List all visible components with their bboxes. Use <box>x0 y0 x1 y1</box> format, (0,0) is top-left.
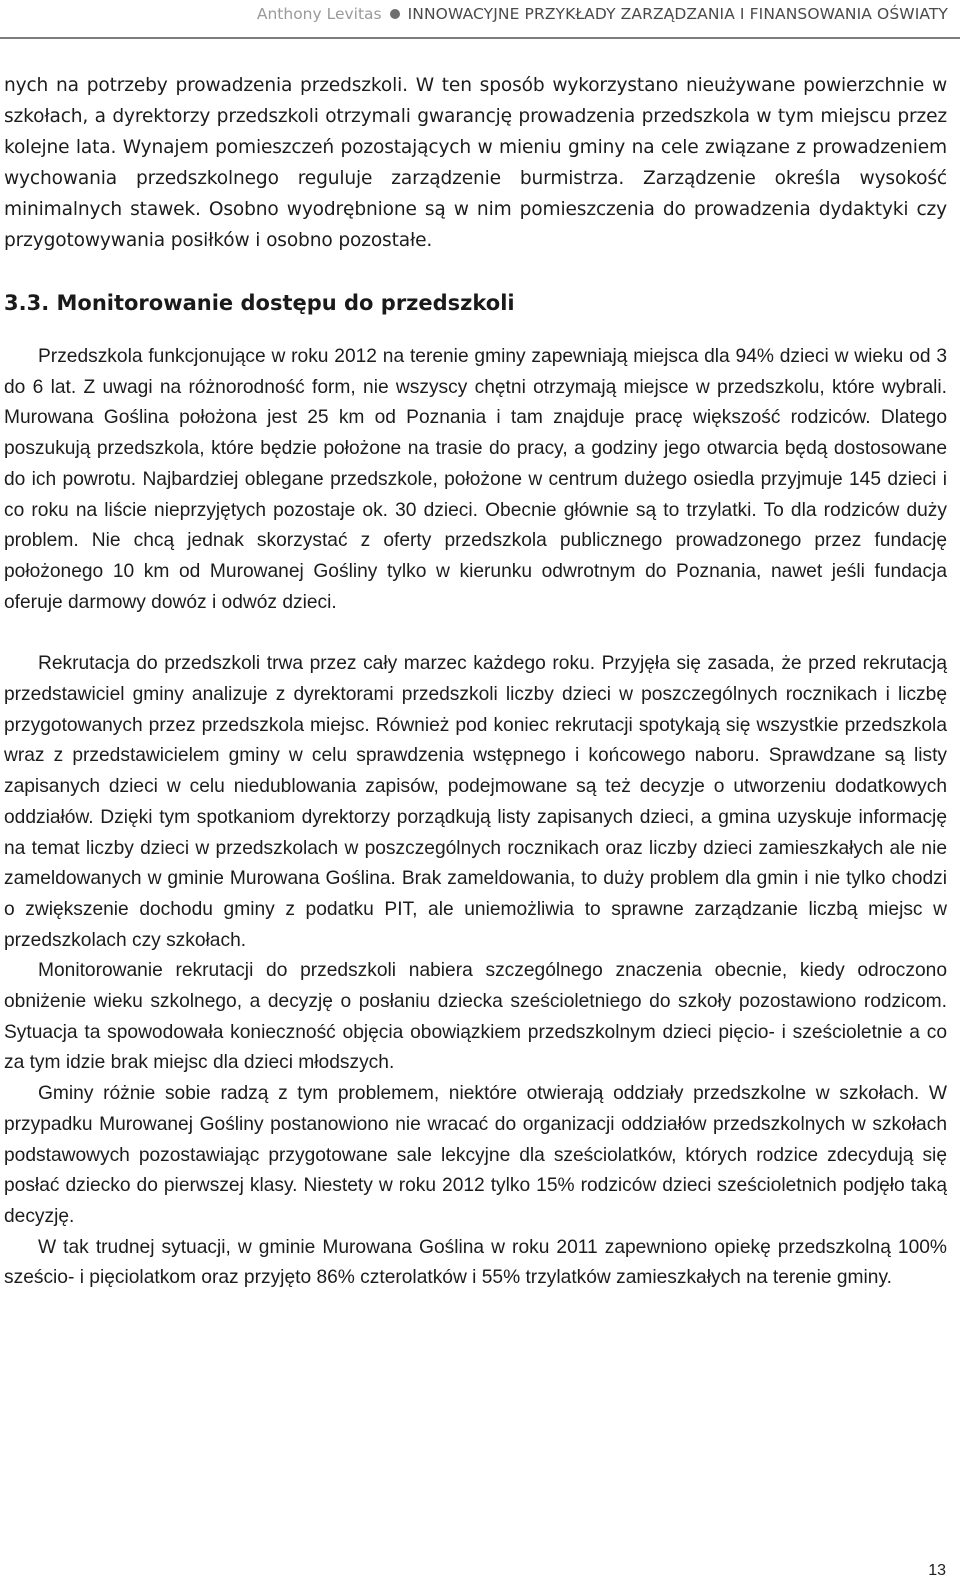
intro-paragraph: nych na potrzeby prowadzenia przedszkoli. W ten sposób wykorzystano nieużywane powierzchnie w szkołach, a dyrektorzy przedszkoli otrzymali gwarancję prowadzenia przedszkola w tym miejscu przez kolejne lata. Wynajem pomieszczeń pozostających w mieniu gminy na cele związane z prowadzeniem wychowania przedszkolnego reguluje zarządzenie burmistrza. Zarządzenie określa wysokość minimalnych stawek. Osobno wyodrębnione są w nim pomieszczenia do prowadzenia dydaktyki czy przygotowywania posiłków i osobno pozostałe. <box>4 75 947 251</box>
body-paragraph-1: Przedszkola funkcjonujące w roku 2012 na terenie gminy zapewniają miejsca dla 94% dzieci w wieku od 3 do 6 lat. Z uwagi na różnorodność form, nie wszyscy chętni otrzymają miejsce w przedszkolu, które wybrali. Murowana Goślina położona jest 25 km od Poznania i tam znajduje pracę większość rodziców. Dlatego poszukują przedszkola, które będzie położone na trasie do pracy, a godziny jego otwarcia będą dostosowane do ich powrotu. Najbardziej oblegane przedszkole, położone w centrum dużego osiedla przyjmuje 145 dzieci i co roku na liście nieprzyjętych pozostaje ok. 30 dzieci. Obecnie głównie są to trzylatki. To dla rodziców duży problem. Nie chcą jednak skorzystać z oferty przedszkola publicznego prowadzonego przez fundację położonego 10 km od Murowanej Gośliny tylko w kierunku odwrotnym do Poznania, nawet jeśli fundacja oferuje darmowy dowóz i odwóz dzieci. <box>4 346 947 613</box>
page-content <box>4 70 947 1294</box>
body-paragraph-3: Monitorowanie rekrutacji do przedszkoli nabiera szczególnego znaczenia obecnie, kiedy odroczono obniżenie wieku szkolnego, a decyzję o posłaniu dziecka sześcioletniego do szkoły pozostawiono rodzicom. Sytuacja ta spowodowała konieczność objęcia obowiązkiem przedszkolnym dzieci pięcio- i sześcioletnie a co za tym idzie brak miejsc dla dzieci młodszych. <box>4 960 947 1074</box>
header-author: Anthony Levitas <box>256 5 382 23</box>
section-heading: 3.3. Monitorowanie dostępu do przedszkoli <box>4 291 515 315</box>
header-rule <box>0 37 960 39</box>
page-number: 13 <box>928 1562 946 1579</box>
running-header <box>0 0 960 44</box>
body-paragraph-5: W tak trudnej sytuacji, w gminie Murowana Goślina w roku 2011 zapewniono opiekę przedszkolną 100% sześcio- i pięciolatkom oraz przyjęto 86% czterolatków i 55% trzylatków zamieszkałych na terenie gminy. <box>4 1236 947 1289</box>
header-title: INNOWACYJNE PRZYKŁADY ZARZĄDZANIA I FINANSOWANIA OŚWIATY <box>407 5 948 23</box>
bullet-dot-icon <box>390 9 400 19</box>
body-paragraph-2: Rekrutacja do przedszkoli trwa przez cały marzec każdego roku. Przyjęła się zasada, że przed rekrutacją przedstawiciel gminy analizuje z dyrektorami przedszkoli liczby dzieci w poszczególnych rocznikach i liczbę przygotowanych przez przedszkola miejsc. Również pod koniec rekrutacji spotykają się wszystkie przedszkola wraz z przedstawicielem gminy w celu sprawdzenia wstępnego i końcowego naboru. Sprawdzane są listy zapisanych dzieci w celu niedublowania zapisów, podejmowane są też decyzje o utworzeniu dodatkowych oddziałów. Dzięki tym spotkaniom dyrektorzy porządkują listy zapisanych dzieci, a gmina uzyskuje informację na temat liczby dzieci w przedszkolach w poszczególnych rocznikach oraz liczby dzieci zamieszkałych ale nie zameldowanych w gminie Murowana Goślina. Brak zameldowania, to duży problem dla gmin i nie tylko chodzi o zwiększenie dochodu gminy z podatku PIT, ale uniemożliwia to sprawne zarządzanie liczbą miejsc w przedszkolach czy szkołach. <box>4 653 947 951</box>
body-paragraph-4: Gminy różnie sobie radzą z tym problemem, niektóre otwierają oddziały przedszkolne w szkołach. W przypadku Murowanej Gośliny postanowiono nie wracać do organizacji oddziałów przedszkolnych w szkołach podstawowych pozostawiając przygotowane sale lekcyjne dla sześciolatków, których rodzice zdecydują się posłać dziecko do pierwszej klasy. Niestety w roku 2012 tylko 15% rodziców dzieci sześcioletnich podjęło taką decyzję. <box>4 1083 947 1227</box>
header-text <box>257 5 948 23</box>
